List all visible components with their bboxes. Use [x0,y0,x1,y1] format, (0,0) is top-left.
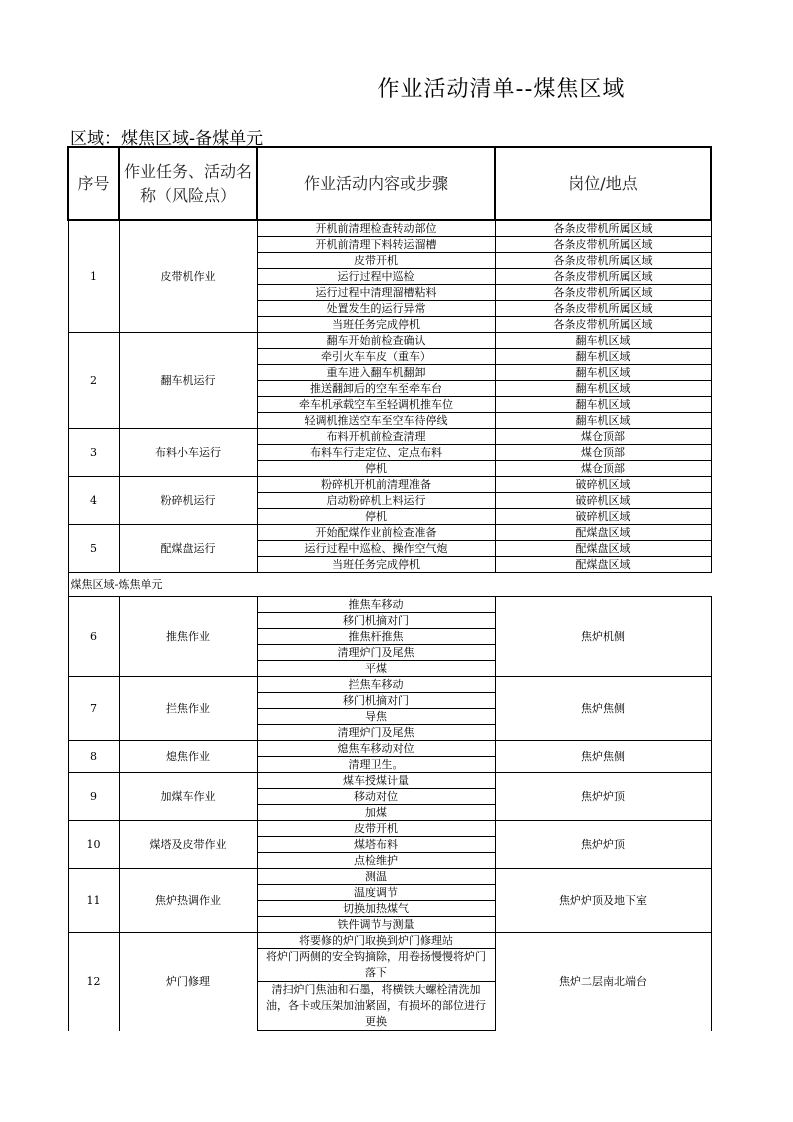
step-cell: 清扫炉门焦油和石墨，将横铁大螺栓清洗加油，各卡或压架加油紧固，有损坏的部位进行更换 [257,982,495,1031]
area-label: 区域：煤焦区域-备煤单元 [70,129,264,149]
location-cell: 翻车机区域 [495,381,711,397]
seq-cell: 11 [68,869,119,933]
task-cell: 配煤盘运行 [119,525,257,573]
location-cell: 煤仓顶部 [495,445,711,461]
table-row [68,477,711,493]
step-cell: 移门机摘对门 [257,613,495,629]
task-cell: 煤塔及皮带作业 [119,821,257,869]
step-cell: 开机前清理检查转动部位 [257,220,495,237]
location-cell: 各条皮带机所属区域 [495,301,711,317]
seq-cell: 8 [68,741,119,773]
document-title: 作业活动清单--煤焦区域 [377,77,626,102]
seq-cell: 7 [68,677,119,741]
step-cell: 停机 [257,461,495,477]
step-cell: 运行过程中巡检 [257,269,495,285]
location-cell: 各条皮带机所属区域 [495,253,711,269]
location-cell: 煤仓顶部 [495,461,711,477]
step-cell: 牵车机承载空车至轻调机推车位 [257,397,495,413]
step-cell: 点检维护 [257,853,495,869]
location-cell: 破碎机区域 [495,477,711,493]
location-cell: 焦炉炉顶及地下室 [495,869,711,933]
step-cell: 将炉门两侧的安全钩摘除，用卷扬慢慢将炉门落下 [257,949,495,982]
seq-cell: 6 [68,597,119,677]
header-location: 岗位/地点 [495,147,711,220]
task-cell: 拦焦作业 [119,677,257,741]
step-cell: 加煤 [257,805,495,821]
task-cell: 翻车机运行 [119,333,257,429]
step-cell: 牵引火车车皮（重车） [257,349,495,365]
location-cell: 破碎机区域 [495,493,711,509]
step-cell: 当班任务完成停机 [257,317,495,333]
seq-cell: 10 [68,821,119,869]
step-cell: 切换加热煤气 [257,901,495,917]
location-cell: 破碎机区域 [495,509,711,525]
step-cell: 处置发生的运行异常 [257,301,495,317]
location-cell: 各条皮带机所属区域 [495,269,711,285]
task-cell: 布料小车运行 [119,429,257,477]
table-row [68,677,711,693]
header-seq: 序号 [68,147,119,220]
step-cell: 导焦 [257,709,495,725]
step-cell: 运行过程中清理溜槽粘料 [257,285,495,301]
location-cell: 翻车机区域 [495,397,711,413]
activity-table [67,146,712,1031]
step-cell: 将要修的炉门取换到炉门修理站 [257,933,495,949]
seq-cell: 2 [68,333,119,429]
table-row [68,869,711,885]
step-cell: 铁件调节与测量 [257,917,495,933]
task-cell: 炉门修理 [119,933,257,1031]
task-cell: 粉碎机运行 [119,477,257,525]
step-cell: 开机前清理下料转运溜槽 [257,237,495,253]
location-cell: 各条皮带机所属区域 [495,220,711,237]
step-cell: 粉碎机开机前清理准备 [257,477,495,493]
seq-cell: 9 [68,773,119,821]
task-cell: 皮带机作业 [119,220,257,333]
seq-cell: 5 [68,525,119,573]
step-cell: 清理卫生。 [257,757,495,773]
step-cell: 测温 [257,869,495,885]
location-cell: 翻车机区域 [495,349,711,365]
location-cell: 配煤盘区域 [495,557,711,573]
step-cell: 推送翻卸后的空车至牵车台 [257,381,495,397]
step-cell: 翻车开始前检查确认 [257,333,495,349]
header-steps: 作业活动内容或步骤 [257,147,495,220]
step-cell: 推焦车移动 [257,597,495,613]
task-cell: 熄焦作业 [119,741,257,773]
location-cell: 翻车机区域 [495,365,711,381]
location-cell: 焦炉炉顶 [495,821,711,869]
seq-cell: 1 [68,220,119,333]
step-cell: 停机 [257,509,495,525]
table-row [68,429,711,445]
step-cell: 布料车行走定位、定点布料 [257,445,495,461]
location-cell: 各条皮带机所属区域 [495,285,711,301]
step-cell: 开始配煤作业前检查准备 [257,525,495,541]
step-cell: 温度调节 [257,885,495,901]
step-cell: 移动对位 [257,789,495,805]
table-row [68,741,711,757]
step-cell: 煤车授煤计量 [257,773,495,789]
location-cell: 焦炉机侧 [495,597,711,677]
location-cell: 各条皮带机所属区域 [495,237,711,253]
step-cell: 当班任务完成停机 [257,557,495,573]
task-cell: 加煤车作业 [119,773,257,821]
step-cell: 熄焦车移动对位 [257,741,495,757]
location-cell: 焦炉焦侧 [495,741,711,773]
table-header-row [68,147,711,220]
location-cell: 焦炉焦侧 [495,677,711,741]
step-cell: 平煤 [257,661,495,677]
location-cell: 焦炉二层南北端台 [495,933,711,1031]
task-cell: 推焦作业 [119,597,257,677]
table-row [68,525,711,541]
seq-cell: 3 [68,429,119,477]
table-row [68,597,711,613]
step-cell: 煤塔布料 [257,837,495,853]
step-cell: 拦焦车移动 [257,677,495,693]
location-cell: 配煤盘区域 [495,525,711,541]
step-cell: 移门机摘对门 [257,693,495,709]
step-cell: 轻调机推送空车至空车待停线 [257,413,495,429]
header-task: 作业任务、活动名称（风险点） [119,147,257,220]
step-cell: 清理炉门及尾焦 [257,725,495,741]
table-row [68,333,711,349]
table-row [68,933,711,949]
step-cell: 运行过程中巡检、操作空气炮 [257,541,495,557]
step-cell: 布料开机前检查清理 [257,429,495,445]
seq-cell: 12 [68,933,119,1031]
section-heading: 煤焦区域-炼焦单元 [68,573,711,597]
step-cell: 皮带开机 [257,821,495,837]
location-cell: 配煤盘区域 [495,541,711,557]
location-cell: 焦炉炉顶 [495,773,711,821]
table-row [68,821,711,837]
section-heading-row [68,573,711,597]
location-cell: 翻车机区域 [495,413,711,429]
location-cell: 煤仓顶部 [495,429,711,445]
step-cell: 重车进入翻车机翻卸 [257,365,495,381]
table-row [68,220,711,237]
step-cell: 清理炉门及尾焦 [257,645,495,661]
location-cell: 各条皮带机所属区域 [495,317,711,333]
step-cell: 皮带开机 [257,253,495,269]
step-cell: 推焦杆推焦 [257,629,495,645]
seq-cell: 4 [68,477,119,525]
step-cell: 启动粉碎机上料运行 [257,493,495,509]
task-cell: 焦炉热调作业 [119,869,257,933]
location-cell: 翻车机区域 [495,333,711,349]
table-row [68,773,711,789]
